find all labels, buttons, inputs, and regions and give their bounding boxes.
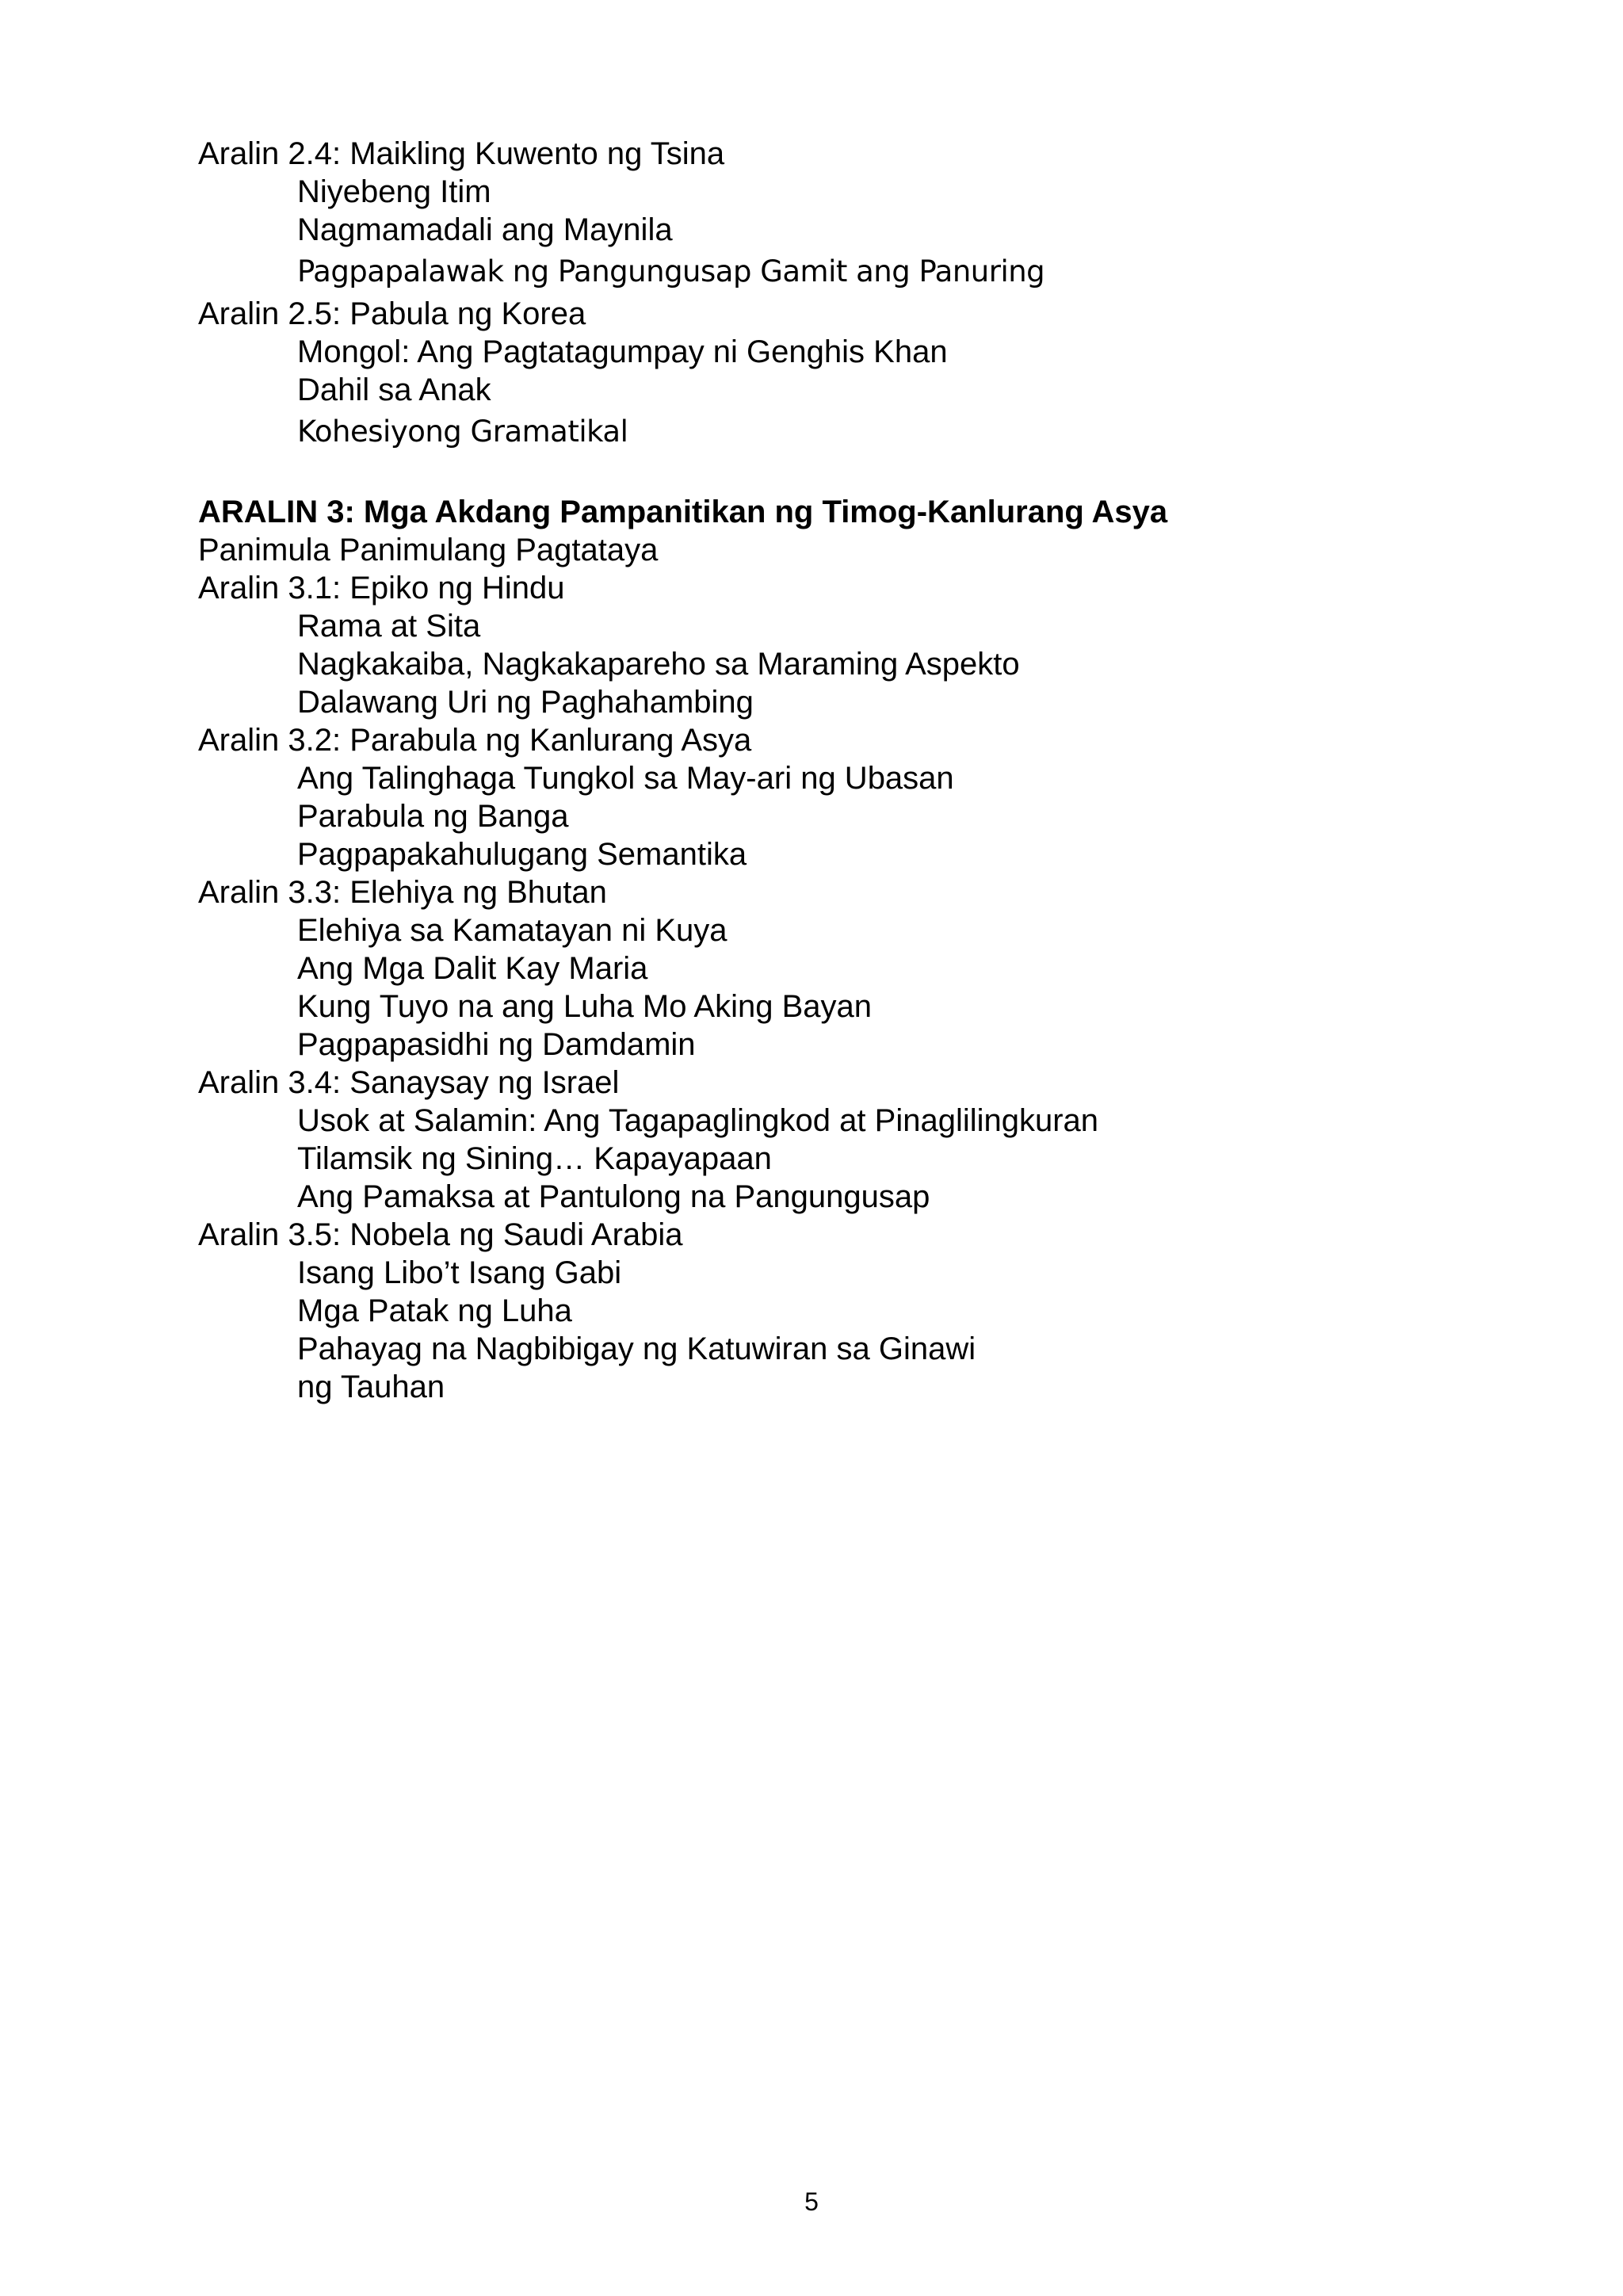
list-item: Dalawang Uri ng Paghahambing <box>297 685 754 720</box>
lesson-2-5-heading: Aralin 2.5: Pabula ng Korea <box>198 296 586 331</box>
page-number: 5 <box>804 2187 819 2216</box>
list-item: Ang Pamaksa at Pantulong na Pangungusap <box>297 1179 930 1214</box>
list-item: Elehiya sa Kamatayan ni Kuya <box>297 913 727 948</box>
list-item: Dahil sa Anak <box>297 372 491 407</box>
list-item: Tilamsik ng Sining… Kapayapaan <box>297 1141 772 1176</box>
list-item: Pagpapasidhi ng Damdamin <box>297 1027 696 1062</box>
list-item: Mongol: Ang Pagtatagumpay ni Genghis Khan <box>297 334 948 369</box>
lesson-3-1-heading: Aralin 3.1: Epiko ng Hindu <box>198 571 565 606</box>
grammar-topic: Kohesiyong Gramatikal <box>297 415 628 449</box>
list-item: ng Tauhan <box>297 1370 445 1404</box>
grammar-topic: Pagpapalawak ng Pangungusap Gamit ang Panuring <box>297 254 1045 288</box>
list-item: Isang Libo’t Isang Gabi <box>297 1255 622 1290</box>
list-item: Mga Patak ng Luha <box>297 1293 572 1328</box>
list-item: Ang Talinghaga Tungkol sa May-ari ng Ubasan <box>297 761 954 796</box>
list-item: Parabula ng Banga <box>297 799 569 834</box>
list-item: Nagmamadali ang Maynila <box>297 212 673 247</box>
aralin-3-heading: ARALIN 3: Mga Akdang Pampanitikan ng Timog-Kanlurang Asya <box>198 495 1168 529</box>
list-item: Kung Tuyo na ang Luha Mo Aking Bayan <box>297 989 872 1024</box>
lesson-3-3-heading: Aralin 3.3: Elehiya ng Bhutan <box>198 875 607 910</box>
list-item: Pahayag na Nagbibigay ng Katuwiran sa Ginawi <box>297 1331 976 1366</box>
aralin-3-intro: Panimula Panimulang Pagtataya <box>198 533 659 567</box>
list-item: Ang Mga Dalit Kay Maria <box>297 951 648 986</box>
section-spacer <box>198 455 1466 493</box>
list-item: Niyebeng Itim <box>297 174 491 209</box>
table-of-contents <box>198 135 1466 1406</box>
list-item: Usok at Salamin: Ang Tagapaglingkod at Pinaglilingkuran <box>297 1103 1099 1138</box>
list-item: Pagpapakahulugang Semantika <box>297 837 747 872</box>
lesson-2-4-heading: Aralin 2.4: Maikling Kuwento ng Tsina <box>198 136 725 171</box>
lesson-3-4-heading: Aralin 3.4: Sanaysay ng Israel <box>198 1065 620 1100</box>
list-item: Rama at Sita <box>297 609 481 644</box>
lesson-3-5-heading: Aralin 3.5: Nobela ng Saudi Arabia <box>198 1217 683 1252</box>
lesson-3-2-heading: Aralin 3.2: Parabula ng Kanlurang Asya <box>198 723 752 758</box>
list-item: Nagkakaiba, Nagkakapareho sa Maraming Aspekto <box>297 647 1020 682</box>
